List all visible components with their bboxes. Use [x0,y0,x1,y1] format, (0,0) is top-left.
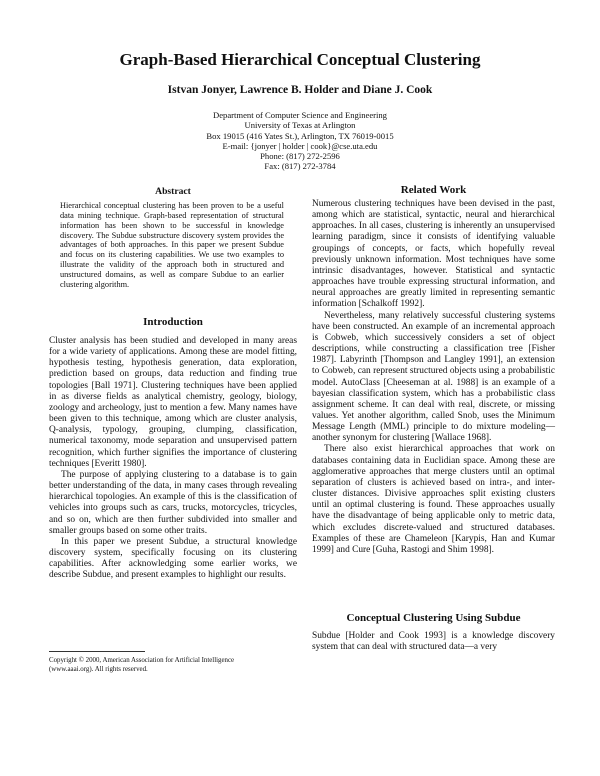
author-affiliation [0,110,600,172]
related-work-heading: Related Work [400,184,467,196]
conceptual-clustering-section [312,631,555,653]
abstract-heading: Abstract [155,186,191,197]
related-work-section [312,199,555,556]
conceptual-clustering-paragraph: Subdue [Holder and Cook 1993] is a knowledge discovery system that can deal with structured data—a very [312,631,555,653]
related-work-paragraph: Nevertheless, many relatively successful clustering systems have been constructed. An example of an incremental approach is Cobweb, which successively considers a set of object descriptions, while constructing a classification tree [Fisher 1987]. Labyrinth [Thompson and Langley 1991], an extension to Cobweb, can represent structured objects using a probabilistic model. AutoClass [Cheeseman at al. 1988] is an example of a bayesian classification system, which has a probabilistic class assignment scheme. It can deal with real, discrete, or missing values. Yet another algorithm, called Snob, uses the Minimum Message Length (MML) principle to do mixture modeling—another synonym for clustering [Wallace 1968]. [312,310,555,444]
paper-authors: Istvan Jonyer, Lawrence B. Holder and Diane J. Cook [167,84,433,96]
affiliation-line: University of Texas at Arlington [244,120,356,131]
introduction-paragraph: The purpose of applying clustering to a database is to gain better understanding of the data, in many cases through revealing hierarchical topologies. An example of this is the classification of vehicles into groups such as cars, trucks, motorcycles, tricycles, and so on, which are then further subdivided into smaller and smaller groups based on some other traits. [49,469,297,536]
affiliation-fax: Fax: (817) 272-3784 [264,161,336,172]
copyright-line: (www.aaai.org). All rights reserved. [49,665,148,673]
introduction-section [49,336,297,581]
related-work-paragraph: Numerous clustering techniques have been devised in the past, among which are statistical, syntactic, neural and hierarchical approaches. In all cases, clustering is inherently an unsupervised learning paradigm, since it consists of identifying valuable groupings of concepts, or facts, which hopefully reveal previously unknown information. Most techniques have some intrinsic disadvantages, however. Statistical and syntactic approaches have trouble expressing structural information, and neural approaches are greatly limited in representing semantic information [Schalkoff 1992]. [312,199,555,310]
abstract-paragraph: Hierarchical conceptual clustering has been proven to be a useful data mining technique. Graph-based representation of structural information has been shown to be successful in knowledge discovery. The Subdue substructure discovery system provides the advantages of both approaches. In this paper we present Subdue and focus on its clustering capabilities. We use two examples to illustrate the validity of the approach both in structured and unstructured domains, as well as compare Subdue to an earlier clustering algorithm. [60,201,284,289]
introduction-paragraph: Cluster analysis has been studied and developed in many areas for a wide variety of applications. Among these are model fitting, hypothesis testing, hypothesis generation, data exploration, prediction based on groups, data reduction and finding true topologies [Ball 1971]. Clustering techniques have been applied in as diverse fields as analytical chemistry, geology, biology, zoology and archeology, just to mention a few. Many names have been given to this technique, among which are cluster analysis, Q-analysis, typology, grouping, clumping, classification, numerical taxonomy, mode separation and unsupervised pattern recognition, which further signifies the importance of clustering techniques [Everitt 1980]. [49,336,297,469]
affiliation-line: Box 19015 (416 Yates St.), Arlington, TX 76019-0015 [206,130,394,141]
conceptual-clustering-heading: Conceptual Clustering Using Subdue [346,612,521,624]
abstract-text [60,201,284,290]
copyright-notice [49,657,297,674]
affiliation-line: Department of Computer Science and Engineering [213,110,387,120]
introduction-heading: Introduction [143,316,203,328]
affiliation-phone: Phone: (817) 272-2596 [260,151,340,162]
paper-title: Graph-Based Hierarchical Conceptual Clustering [119,50,481,69]
introduction-paragraph: In this paper we present Subdue, a structural knowledge discovery system, specifically focusing on its clustering capabilities. After acknowledging some earlier works, we describe Subdue, and present examples to highlight our results. [49,536,297,581]
copyright-line: Copyright © 2000, American Association for Artificial Intelligence [49,657,235,664]
related-work-paragraph: There also exist hierarchical approaches that work on databases containing data in Euclidian space. Among these are agglomerative approaches that merge clusters until an optimal separation of clusters is achieved based on intra-, and inter-cluster distances. Divisive approaches split existing clusters until an optimal clustering is found. These approaches usually have the disadvantage of being applicable only to metric data, which excludes discrete-valued and structured databases. Examples of these are Chameleon [Karypis, Han and Kumar 1999] and Cure [Guha, Rastogi and Shim 1998]. [312,444,555,555]
footnote-divider [49,651,145,652]
affiliation-email: E-mail: {jonyer | holder | cook}@cse.uta.edu [222,140,378,151]
